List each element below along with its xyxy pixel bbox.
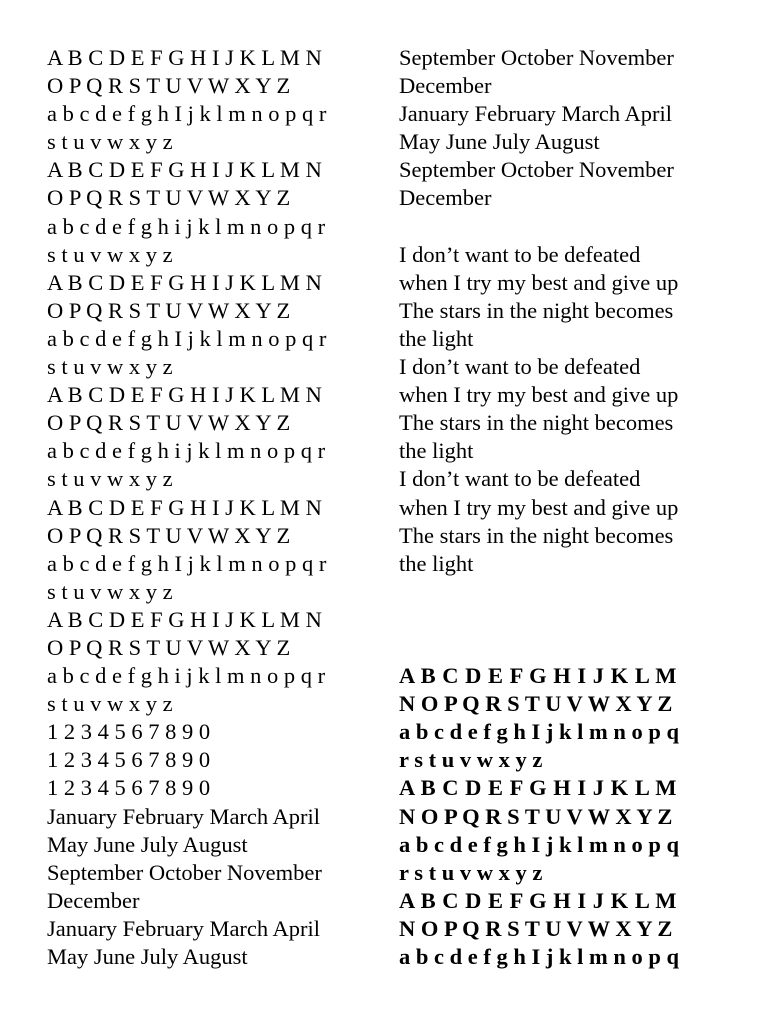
text-line: N O P Q R S T U V W X Y Z xyxy=(399,915,673,941)
text-line: December xyxy=(399,73,492,99)
text-line: a b c d e f g h I j k l m n o p q r xyxy=(47,550,327,576)
months-block xyxy=(399,44,759,213)
text-line: 1 2 3 4 5 6 7 8 9 0 xyxy=(47,747,211,773)
text-line: when I try my best and give up xyxy=(399,494,679,520)
text-line: a b c d e f g h I j k l m n o p q r xyxy=(47,325,327,351)
bold-alphabet-block xyxy=(399,662,759,971)
text-line: A B C D E F G H I J K L M xyxy=(399,775,677,801)
text-line: A B C D E F G H I J K L M N xyxy=(47,45,322,70)
text-line: O P Q R S T U V W X Y Z xyxy=(47,634,291,660)
text-line: September October November xyxy=(399,45,674,70)
right-column xyxy=(399,44,759,971)
text-line: s t u v w x y z xyxy=(47,354,173,380)
text-line: a b c d e f g h i j k l m n o p q r xyxy=(47,663,326,689)
text-line: N O P Q R S T U V W X Y Z xyxy=(399,803,673,829)
text-line: the light xyxy=(399,325,474,351)
blank-gap xyxy=(399,578,759,662)
text-line: The stars in the night becomes xyxy=(399,410,674,436)
text-line: when I try my best and give up xyxy=(399,382,679,408)
text-line: O P Q R S T U V W X Y Z xyxy=(47,73,291,99)
text-line: a b c d e f g h I j k l m n o p q xyxy=(399,944,680,970)
text-line: A B C D E F G H I J K L M N xyxy=(47,157,322,183)
text-line: 1 2 3 4 5 6 7 8 9 0 xyxy=(47,719,211,745)
text-line: A B C D E F G H I J K L M N xyxy=(47,494,322,520)
text-line: January February March April xyxy=(399,101,673,127)
text-line: December xyxy=(399,185,492,211)
text-line: I don’t want to be defeated xyxy=(399,466,641,492)
blank-line xyxy=(399,213,759,241)
text-line: s t u v w x y z xyxy=(47,466,173,492)
text-line: I don’t want to be defeated xyxy=(399,354,641,380)
text-line: A B C D E F G H I J K L M N xyxy=(47,269,322,295)
text-line: N O P Q R S T U V W X Y Z xyxy=(399,691,673,717)
text-line: A B C D E F G H I J K L M N xyxy=(47,606,322,632)
text-line: a b c d e f g h I j k l m n o p q xyxy=(399,831,680,857)
text-line: December xyxy=(47,887,140,913)
text-line: September October November xyxy=(47,859,322,885)
text-line: September October November xyxy=(399,157,674,183)
text-line: a b c d e f g h I j k l m n o p q xyxy=(399,719,680,745)
text-line: r s t u v w x y z xyxy=(399,859,543,885)
text-line: 1 2 3 4 5 6 7 8 9 0 xyxy=(47,775,211,801)
text-line: O P Q R S T U V W X Y Z xyxy=(47,522,291,548)
text-line: O P Q R S T U V W X Y Z xyxy=(47,297,291,323)
text-line: s t u v w x y z xyxy=(47,129,173,155)
text-line: the light xyxy=(399,438,474,464)
lyrics-block xyxy=(399,241,759,578)
text-line: I don’t want to be defeated xyxy=(399,241,641,267)
text-line: A B C D E F G H I J K L M xyxy=(399,887,677,913)
text-line: s t u v w x y z xyxy=(47,691,173,717)
text-line: a b c d e f g h i j k l m n o p q r xyxy=(47,213,326,239)
text-line: a b c d e f g h I j k l m n o p q r xyxy=(47,101,327,127)
text-line: January February March April xyxy=(47,915,321,941)
text-line: May June July August xyxy=(47,944,248,969)
left-column xyxy=(47,44,387,971)
text-line: A B C D E F G H I J K L M xyxy=(399,663,677,689)
text-line: O P Q R S T U V W X Y Z xyxy=(47,185,291,211)
text-line: The stars in the night becomes xyxy=(399,522,674,548)
text-line: January February March April xyxy=(47,803,321,829)
text-line: a b c d e f g h i j k l m n o p q r xyxy=(47,438,326,464)
text-line: May June July August xyxy=(47,831,248,857)
text-line: A B C D E F G H I J K L M N xyxy=(47,382,322,408)
text-line: when I try my best and give up xyxy=(399,269,679,295)
text-line: the light xyxy=(399,550,474,576)
text-line: The stars in the night becomes xyxy=(399,297,674,323)
text-line: O P Q R S T U V W X Y Z xyxy=(47,410,291,436)
text-line: s t u v w x y z xyxy=(47,578,173,604)
text-line: r s t u v w x y z xyxy=(399,747,543,773)
text-line: s t u v w x y z xyxy=(47,241,173,267)
text-line: May June July August xyxy=(399,129,600,155)
